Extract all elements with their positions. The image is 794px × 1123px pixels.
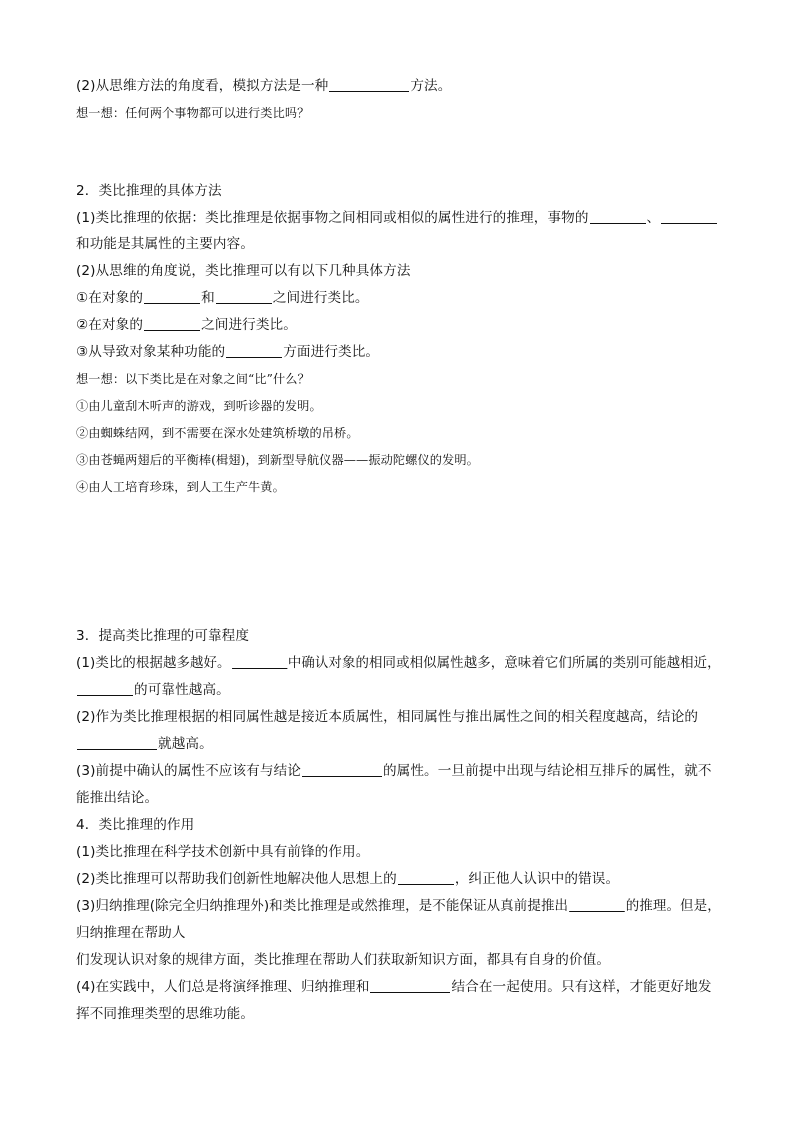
fill-blank[interactable]	[216, 289, 272, 304]
s3-item1-c: 的可靠性越高。	[134, 682, 230, 698]
s4-item4-line2: 挥不同推理类型的思维功能。	[76, 1006, 255, 1022]
s2-example: ③由苍蝇两翅后的平衡棒(楫翅)，到新型导航仪器——振动陀螺仪的发明。	[76, 453, 479, 467]
s2-m1-c: 之间进行类比。	[272, 290, 369, 306]
s3-item1-a: (1)类比的根据越多越好。	[76, 655, 231, 671]
s1-item2-text-a: (2)从思维方法的角度看，模拟方法是一种	[76, 78, 329, 94]
s1-item2	[76, 77, 721, 95]
s3-item1-b: 中确认对象的相同或相似属性越多，意味着它们所属的类别可能越相近，	[287, 655, 721, 671]
s4-item3-line3: 们发现认识对象的规律方面，类比推理在帮助人们获取新知识方面，都具有自身的价值。	[76, 952, 611, 968]
s2-example: ①由儿童刮木听声的游戏，到听诊器的发明。	[76, 399, 322, 413]
s4-item3-a: (3)归纳推理(除完全归纳推理外)和类比推理是或然推理，是不能保证从真前提推出	[76, 898, 569, 914]
fill-blank[interactable]	[226, 343, 282, 358]
s2-item1-line2: 和功能是其属性的主要内容。	[76, 236, 255, 252]
fill-blank[interactable]	[590, 209, 646, 224]
s4-item2	[76, 870, 721, 888]
fill-blank[interactable]	[144, 316, 200, 331]
s2-m3-b: 方面进行类比。	[283, 344, 380, 360]
s2-item1-sep: 、	[646, 210, 661, 226]
s4-item3-line2: 归纳推理在帮助人	[76, 925, 186, 941]
s4-item2-b: ，纠正他人认识中的错误。	[454, 871, 620, 887]
s3-item3-line2: 能推出结论。	[76, 790, 159, 806]
s4-item4-line1	[76, 978, 721, 996]
fill-blank[interactable]	[77, 681, 133, 696]
fill-blank[interactable]	[569, 897, 625, 912]
fill-blank[interactable]	[232, 654, 287, 669]
s3-item3-b: 的属性。一旦前提中出现与结论相互排斥的属性，就不	[382, 763, 712, 779]
s2-m3-a: ③从导致对象某种功能的	[76, 344, 226, 360]
s2-method2	[76, 316, 721, 334]
s4-heading: 4．类比推理的作用	[76, 817, 195, 833]
fill-blank[interactable]	[398, 870, 454, 885]
s3-heading: 3．提高类比推理的可靠程度	[76, 628, 250, 644]
s2-m2-b: 之间进行类比。	[201, 317, 297, 333]
s3-item3-line1	[76, 762, 721, 780]
fill-blank[interactable]	[661, 209, 717, 224]
s4-item3-b: 的推理。但是，	[625, 898, 721, 914]
s2-heading: 2．类比推理的具体方法	[76, 183, 222, 199]
s3-item3-a: (3)前提中确认的属性不应该有与结论	[76, 763, 301, 779]
s2-item2: (2)从思维的角度说，类比推理可以有以下几种具体方法	[76, 263, 411, 279]
s2-method1	[76, 289, 721, 307]
s2-example: ②由蜘蛛结网，到不需要在深水处建筑桥墩的吊桥。	[76, 426, 359, 440]
s2-m2-a: ②在对象的	[76, 317, 144, 333]
s2-method3	[76, 343, 721, 361]
fill-blank[interactable]	[144, 289, 200, 304]
s4-item4-b: 结合在一起使用。只有这样，才能更好地发	[451, 979, 712, 995]
s3-item2-b: 就越高。	[158, 736, 213, 752]
s4-item2-a: (2)类比推理可以帮助我们创新性地解决他人思想上的	[76, 871, 397, 887]
s1-think: 想一想：任何两个事物都可以进行类比吗？	[76, 106, 310, 120]
fill-blank[interactable]	[302, 762, 382, 777]
s3-item1-line2	[76, 681, 721, 699]
s2-m1-b: 和	[201, 290, 215, 306]
s3-item2-line2	[76, 735, 721, 753]
s3-item1-line1	[76, 654, 721, 672]
fill-blank[interactable]	[329, 77, 409, 92]
s2-example: ④由人工培育珍珠，到人工生产牛黄。	[76, 480, 285, 494]
s4-item1: (1)类比推理在科学技术创新中具有前锋的作用。	[76, 844, 370, 860]
s2-item1-text: (1)类比推理的依据：类比推理是依据事物之间相同或相似的属性进行的推理，事物的	[76, 210, 589, 226]
s4-item3-line1	[76, 897, 721, 915]
s2-m1-a: ①在对象的	[76, 290, 144, 306]
fill-blank[interactable]	[370, 978, 450, 993]
s3-item2-line1: (2)作为类比推理根据的相同属性越是接近本质属性，相同属性与推出属性之间的相关程度越高，结论的	[76, 709, 699, 725]
s4-item4-a: (4)在实践中，人们总是将演绎推理、归纳推理和	[76, 979, 370, 995]
s2-item1-line1	[76, 209, 721, 227]
fill-blank[interactable]	[77, 735, 157, 750]
s1-item2-text-b: 方法。	[410, 78, 452, 94]
s2-think: 想一想：以下类比是在对象之间“比”什么？	[76, 372, 310, 386]
